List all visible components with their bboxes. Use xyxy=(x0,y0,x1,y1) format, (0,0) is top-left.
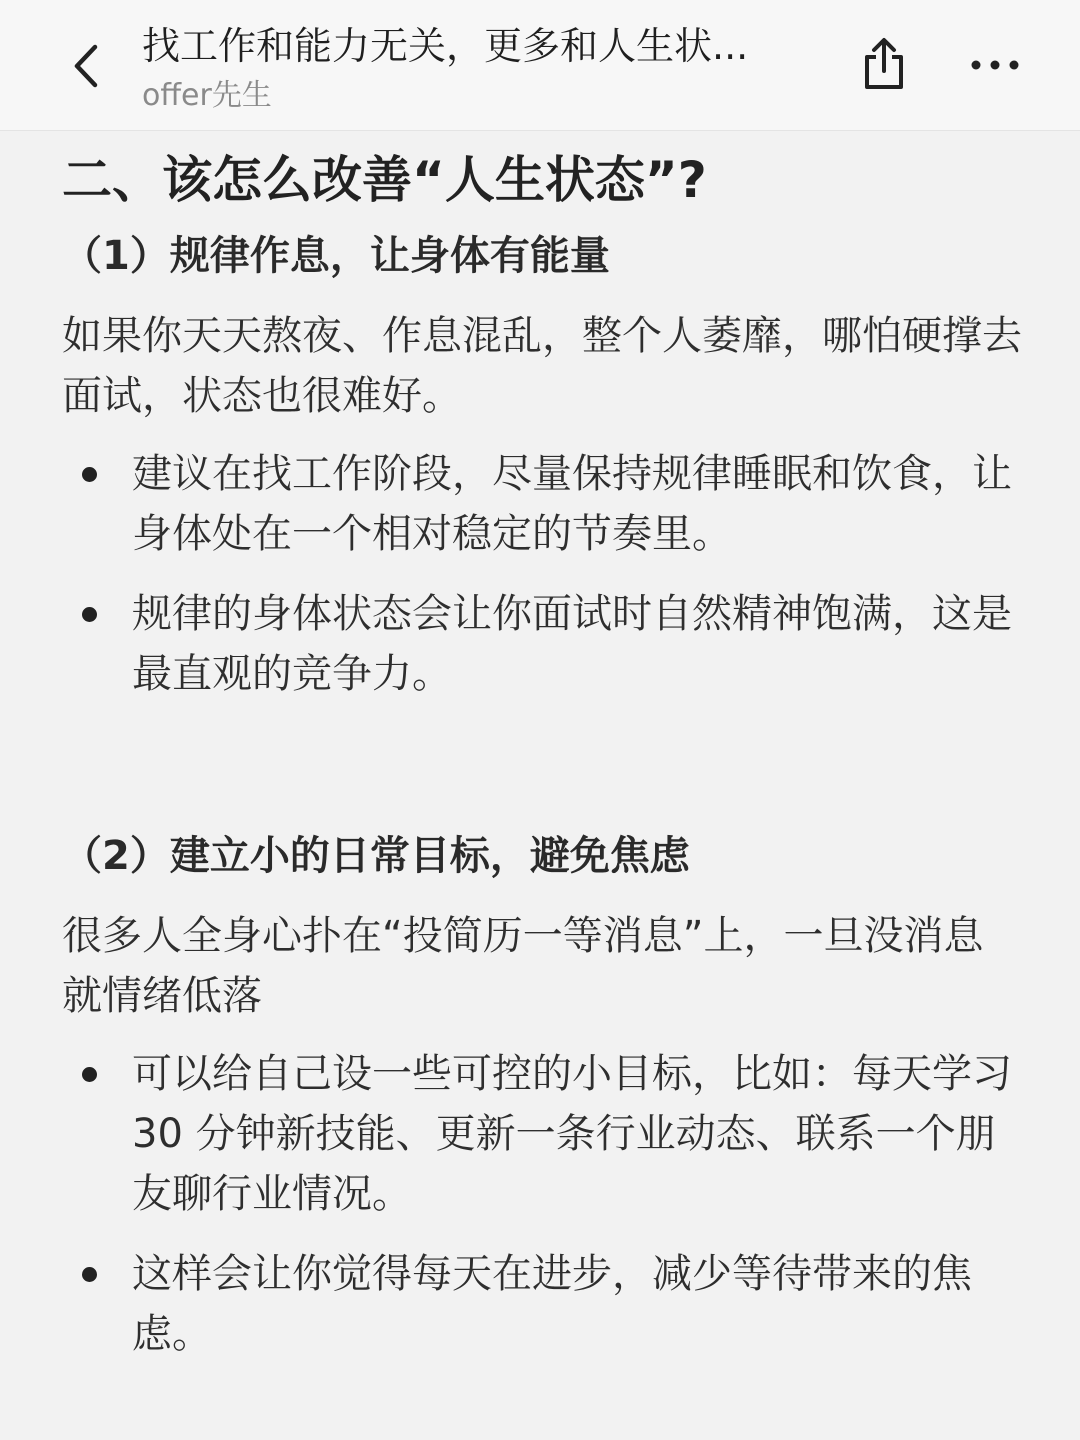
bullet-list xyxy=(62,444,1022,704)
subsection-heading: （2）建立小的日常目标，避免焦虑 xyxy=(62,833,690,879)
author-name[interactable]: offer先生 xyxy=(142,78,272,113)
list-item xyxy=(62,444,1022,564)
list-item-text: 规律的身体状态会让你面试时自然精神饱满，这是最直观的竞争力。 xyxy=(132,591,1012,697)
back-button[interactable] xyxy=(58,36,114,96)
top-nav-bar xyxy=(0,0,1080,131)
title-block xyxy=(142,18,822,116)
spacer xyxy=(62,724,1022,820)
article-body xyxy=(62,140,1022,1384)
bullet-dot-icon xyxy=(82,1067,97,1082)
share-button[interactable] xyxy=(852,30,916,98)
more-button[interactable] xyxy=(960,40,1030,90)
list-item xyxy=(62,1044,1022,1224)
list-item-text: 可以给自己设一些可控的小目标，比如：每天学习 30 分钟新技能、更新一条行业动态、联系一个朋友聊行业情况。 xyxy=(132,1051,1012,1217)
paragraph: 很多人全身心扑在“投简历一等消息”上，一旦没消息就情绪低落 xyxy=(62,913,984,1019)
bullet-dot-icon xyxy=(82,1267,97,1282)
section-title: 二、该怎么改善“人生状态”? xyxy=(62,151,707,209)
list-item-text: 这样会让你觉得每天在进步，减少等待带来的焦虑。 xyxy=(132,1251,972,1357)
share-icon xyxy=(862,37,906,91)
subsection-heading: （1）规律作息，让身体有能量 xyxy=(62,233,610,279)
bullet-list xyxy=(62,1044,1022,1364)
list-item xyxy=(62,1244,1022,1364)
article-title: 找工作和能力无关，更多和人生状... xyxy=(142,24,749,68)
chevron-left-icon xyxy=(71,43,101,89)
more-horizontal-icon xyxy=(970,59,1020,71)
list-item xyxy=(62,584,1022,704)
paragraph: 如果你天天熬夜、作息混乱，整个人萎靡，哪怕硬撑去面试，状态也很难好。 xyxy=(62,313,1022,419)
list-item-text: 建议在找工作阶段，尽量保持规律睡眠和饮食，让身体处在一个相对稳定的节奏里。 xyxy=(132,451,1012,557)
bullet-dot-icon xyxy=(82,467,97,482)
bullet-dot-icon xyxy=(82,607,97,622)
